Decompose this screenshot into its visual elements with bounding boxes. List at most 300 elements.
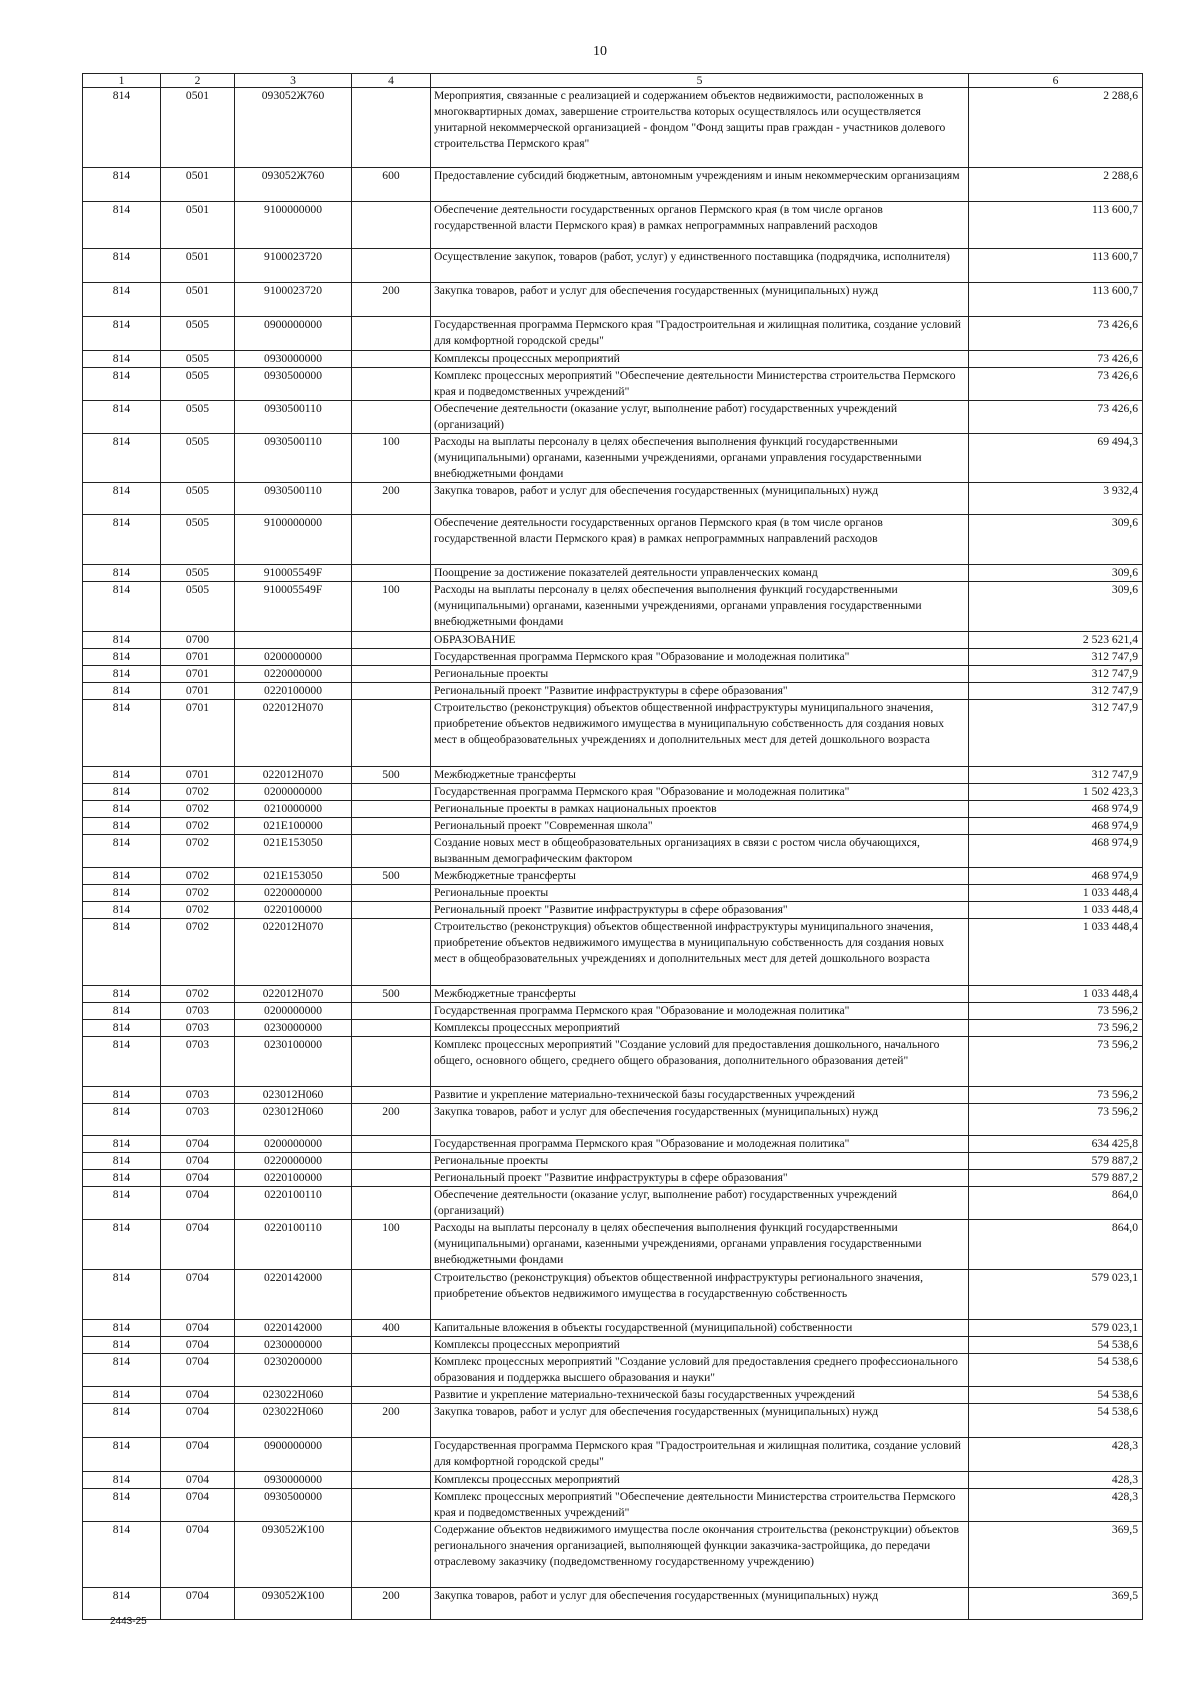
table-row: [83, 784, 1143, 801]
table-row: [83, 565, 1143, 582]
table-row: [83, 351, 1143, 368]
cell-expense-type: [352, 1003, 431, 1020]
cell-expense-type: 500: [352, 986, 431, 1003]
table-row: [83, 885, 1143, 902]
cell-expense-type: [352, 351, 431, 368]
cell-description: Комплекс процессных мероприятий "Создание условий для предоставления дошкольного, начального общего, основного общего, среднего общего образования, дополнительного образования детей": [431, 1037, 969, 1087]
table-row: [83, 1170, 1143, 1187]
cell-expense-type: [352, 1087, 431, 1104]
cell-target-code: 021Е100000: [235, 818, 352, 835]
cell-ministry-code: 814: [83, 1588, 161, 1620]
cell-ministry-code: 814: [83, 1387, 161, 1404]
cell-expense-type: [352, 666, 431, 683]
cell-description: Содержание объектов недвижимого имущества после окончания строительства (реконструкции) объектов регионального значения организацией, выполняющей функции заказчика-застройщика, до передачи отраслевому заказчику (подведомственному государственному учреждению): [431, 1522, 969, 1588]
cell-ministry-code: 814: [83, 1354, 161, 1387]
header-col-1: 1: [83, 74, 161, 88]
cell-description: Региональные проекты: [431, 666, 969, 683]
cell-section-code: 0704: [161, 1404, 235, 1438]
cell-section-code: 0701: [161, 683, 235, 700]
table-row: [83, 1270, 1143, 1320]
cell-description: Строительство (реконструкция) объектов общественной инфраструктуры муниципального значения, приобретение объектов недвижимого имущества в муниципальную собственность для создания новых мест в общеобразовательных учреждениях и дополнительных мест для детей дошкольного возраста: [431, 700, 969, 767]
cell-target-code: [235, 632, 352, 649]
table-row: [83, 434, 1143, 483]
cell-section-code: 0704: [161, 1320, 235, 1337]
cell-section-code: 0701: [161, 649, 235, 666]
cell-target-code: 0230000000: [235, 1337, 352, 1354]
cell-target-code: 023012Н060: [235, 1104, 352, 1136]
cell-amount: 428,3: [969, 1489, 1143, 1522]
cell-section-code: 0702: [161, 801, 235, 818]
cell-expense-type: [352, 1270, 431, 1320]
cell-ministry-code: 814: [83, 1170, 161, 1187]
table-row: [83, 1522, 1143, 1588]
cell-expense-type: 100: [352, 582, 431, 632]
table-row: [83, 1220, 1143, 1270]
cell-expense-type: [352, 801, 431, 818]
cell-ministry-code: 814: [83, 202, 161, 249]
cell-target-code: 9100000000: [235, 515, 352, 565]
cell-expense-type: [352, 1170, 431, 1187]
cell-expense-type: [352, 1522, 431, 1588]
table-row: [83, 88, 1143, 168]
cell-description: Капитальные вложения в объекты государственной (муниципальной) собственности: [431, 1320, 969, 1337]
cell-target-code: 093052Ж760: [235, 88, 352, 168]
table-row: [83, 868, 1143, 885]
header-col-4: 4: [352, 74, 431, 88]
cell-amount: 73 596,2: [969, 1087, 1143, 1104]
cell-description: Мероприятия, связанные с реализацией и содержанием объектов недвижимости, расположенных в многоквартирных домах, завершение строительства которых осуществлялось или осуществляется унитарной некоммерческой организацией - фондом "Фонд защиты прав граждан - участников долевого строительства Пермского края": [431, 88, 969, 168]
cell-amount: 73 426,6: [969, 317, 1143, 351]
cell-amount: 864,0: [969, 1220, 1143, 1270]
header-col-2: 2: [161, 74, 235, 88]
cell-amount: 634 425,8: [969, 1136, 1143, 1153]
table-row: [83, 401, 1143, 434]
cell-section-code: 0701: [161, 700, 235, 767]
cell-section-code: 0700: [161, 632, 235, 649]
cell-ministry-code: 814: [83, 919, 161, 986]
cell-target-code: 023012Н060: [235, 1087, 352, 1104]
cell-amount: 2 523 621,4: [969, 632, 1143, 649]
cell-section-code: 0701: [161, 767, 235, 784]
cell-expense-type: [352, 818, 431, 835]
cell-target-code: 0930500110: [235, 483, 352, 515]
cell-section-code: 0505: [161, 368, 235, 401]
table-row: [83, 1104, 1143, 1136]
cell-ministry-code: 814: [83, 1320, 161, 1337]
cell-ministry-code: 814: [83, 885, 161, 902]
cell-amount: 428,3: [969, 1438, 1143, 1472]
cell-ministry-code: 814: [83, 1087, 161, 1104]
cell-amount: 2 288,6: [969, 88, 1143, 168]
cell-target-code: 0220100110: [235, 1220, 352, 1270]
cell-section-code: 0704: [161, 1354, 235, 1387]
cell-ministry-code: 814: [83, 1037, 161, 1087]
cell-expense-type: 100: [352, 1220, 431, 1270]
cell-ministry-code: 814: [83, 1270, 161, 1320]
cell-target-code: 0200000000: [235, 1136, 352, 1153]
cell-target-code: 0220000000: [235, 1153, 352, 1170]
cell-section-code: 0704: [161, 1337, 235, 1354]
cell-amount: 309,6: [969, 582, 1143, 632]
cell-section-code: 0501: [161, 168, 235, 202]
cell-expense-type: 200: [352, 1404, 431, 1438]
cell-section-code: 0702: [161, 835, 235, 868]
cell-expense-type: [352, 1037, 431, 1087]
cell-expense-type: [352, 1337, 431, 1354]
cell-section-code: 0702: [161, 784, 235, 801]
cell-target-code: 0900000000: [235, 1438, 352, 1472]
table-body: [83, 88, 1143, 1620]
cell-ministry-code: 814: [83, 1522, 161, 1588]
cell-section-code: 0701: [161, 666, 235, 683]
cell-ministry-code: 814: [83, 483, 161, 515]
cell-expense-type: [352, 1020, 431, 1037]
cell-section-code: 0704: [161, 1187, 235, 1220]
cell-section-code: 0704: [161, 1472, 235, 1489]
cell-section-code: 0505: [161, 434, 235, 483]
cell-expense-type: 100: [352, 434, 431, 483]
cell-description: Региональные проекты в рамках национальных проектов: [431, 801, 969, 818]
cell-description: Региональный проект "Современная школа": [431, 818, 969, 835]
cell-section-code: 0704: [161, 1387, 235, 1404]
cell-ministry-code: 814: [83, 1136, 161, 1153]
table-header-row: [83, 74, 1143, 88]
cell-description: Государственная программа Пермского края "Образование и молодежная политика": [431, 784, 969, 801]
cell-target-code: 9100023720: [235, 249, 352, 283]
table-row: [83, 700, 1143, 767]
table-row: [83, 666, 1143, 683]
cell-description: Расходы на выплаты персоналу в целях обеспечения выполнения функций государственными (муниципальными) органами, казенными учреждениями, органами управления государственными внебюджетными фондами: [431, 582, 969, 632]
table-row: [83, 1087, 1143, 1104]
cell-expense-type: [352, 683, 431, 700]
cell-ministry-code: 814: [83, 368, 161, 401]
cell-description: Региональный проект "Развитие инфраструктуры в сфере образования": [431, 902, 969, 919]
cell-section-code: 0505: [161, 515, 235, 565]
table-row: [83, 1472, 1143, 1489]
cell-target-code: 0230100000: [235, 1037, 352, 1087]
cell-amount: 579 887,2: [969, 1153, 1143, 1170]
cell-description: Поощрение за достижение показателей деятельности управленческих команд: [431, 565, 969, 582]
cell-amount: 1 033 448,4: [969, 902, 1143, 919]
cell-amount: 468 974,9: [969, 818, 1143, 835]
cell-target-code: 0220100000: [235, 902, 352, 919]
cell-expense-type: [352, 649, 431, 666]
cell-expense-type: [352, 565, 431, 582]
table-row: [83, 1337, 1143, 1354]
cell-section-code: 0703: [161, 1037, 235, 1087]
table-row: [83, 168, 1143, 202]
cell-target-code: 0930500110: [235, 401, 352, 434]
cell-target-code: 0930500000: [235, 1489, 352, 1522]
cell-description: Предоставление субсидий бюджетным, автономным учреждениям и иным некоммерческим организациям: [431, 168, 969, 202]
table-row: [83, 317, 1143, 351]
cell-expense-type: [352, 902, 431, 919]
cell-target-code: 0230200000: [235, 1354, 352, 1387]
cell-section-code: 0501: [161, 202, 235, 249]
cell-amount: 54 538,6: [969, 1337, 1143, 1354]
cell-expense-type: [352, 835, 431, 868]
table-row: [83, 202, 1143, 249]
cell-expense-type: 200: [352, 483, 431, 515]
cell-ministry-code: 814: [83, 784, 161, 801]
cell-ministry-code: 814: [83, 666, 161, 683]
cell-expense-type: [352, 1153, 431, 1170]
budget-table: [82, 73, 1143, 1620]
cell-section-code: 0702: [161, 818, 235, 835]
cell-target-code: 0930000000: [235, 1472, 352, 1489]
cell-section-code: 0703: [161, 1104, 235, 1136]
cell-target-code: 0220100000: [235, 683, 352, 700]
cell-expense-type: [352, 784, 431, 801]
table-row: [83, 249, 1143, 283]
table-row: [83, 1136, 1143, 1153]
cell-expense-type: 500: [352, 868, 431, 885]
cell-ministry-code: 814: [83, 351, 161, 368]
cell-target-code: 023022Н060: [235, 1404, 352, 1438]
cell-amount: 369,5: [969, 1588, 1143, 1620]
cell-description: Закупка товаров, работ и услуг для обеспечения государственных (муниципальных) нужд: [431, 283, 969, 317]
cell-description: Комплексы процессных мероприятий: [431, 351, 969, 368]
cell-description: Строительство (реконструкция) объектов общественной инфраструктуры регионального значения, приобретение объектов недвижимого имущества в государственную собственность: [431, 1270, 969, 1320]
cell-ministry-code: 814: [83, 700, 161, 767]
cell-target-code: 9100000000: [235, 202, 352, 249]
cell-section-code: 0703: [161, 1003, 235, 1020]
cell-description: Государственная программа Пермского края "Градостроительная и жилищная политика, создание условий для комфортной городской среды": [431, 317, 969, 351]
cell-description: Комплекс процессных мероприятий "Обеспечение деятельности Министерства строительства Пермского края и подведомственных учреждений": [431, 368, 969, 401]
cell-section-code: 0505: [161, 401, 235, 434]
cell-ministry-code: 814: [83, 1489, 161, 1522]
cell-expense-type: [352, 401, 431, 434]
cell-ministry-code: 814: [83, 401, 161, 434]
cell-ministry-code: 814: [83, 1404, 161, 1438]
cell-amount: 428,3: [969, 1472, 1143, 1489]
cell-target-code: 0200000000: [235, 1003, 352, 1020]
cell-ministry-code: 814: [83, 1220, 161, 1270]
cell-ministry-code: 814: [83, 168, 161, 202]
cell-ministry-code: 814: [83, 986, 161, 1003]
table-row: [83, 649, 1143, 666]
table-row: [83, 1404, 1143, 1438]
cell-amount: 73 596,2: [969, 1037, 1143, 1087]
cell-section-code: 0702: [161, 919, 235, 986]
cell-ministry-code: 814: [83, 1187, 161, 1220]
cell-ministry-code: 814: [83, 317, 161, 351]
cell-target-code: 022012Н070: [235, 919, 352, 986]
cell-expense-type: 200: [352, 1104, 431, 1136]
cell-target-code: 0220000000: [235, 666, 352, 683]
table-row: [83, 283, 1143, 317]
header-col-3: 3: [235, 74, 352, 88]
cell-section-code: 0505: [161, 565, 235, 582]
cell-description: Комплекс процессных мероприятий "Создание условий для предоставления среднего профессионального образования и поддержка высшего образования и науки": [431, 1354, 969, 1387]
cell-amount: 113 600,7: [969, 202, 1143, 249]
cell-amount: 468 974,9: [969, 868, 1143, 885]
cell-description: Региональные проекты: [431, 885, 969, 902]
cell-description: Закупка товаров, работ и услуг для обеспечения государственных (муниципальных) нужд: [431, 1404, 969, 1438]
cell-section-code: 0704: [161, 1588, 235, 1620]
cell-amount: 864,0: [969, 1187, 1143, 1220]
table-row: [83, 632, 1143, 649]
cell-description: Обеспечение деятельности (оказание услуг, выполнение работ) государственных учреждений (организаций): [431, 1187, 969, 1220]
cell-section-code: 0704: [161, 1220, 235, 1270]
cell-target-code: 0220100110: [235, 1187, 352, 1220]
cell-ministry-code: 814: [83, 434, 161, 483]
cell-target-code: 022012Н070: [235, 767, 352, 784]
cell-expense-type: [352, 317, 431, 351]
table-row: [83, 902, 1143, 919]
cell-amount: 468 974,9: [969, 835, 1143, 868]
cell-target-code: 0900000000: [235, 317, 352, 351]
cell-amount: 2 288,6: [969, 168, 1143, 202]
cell-ministry-code: 814: [83, 649, 161, 666]
cell-section-code: 0702: [161, 868, 235, 885]
table-row: [83, 1354, 1143, 1387]
cell-section-code: 0704: [161, 1136, 235, 1153]
table-row: [83, 1588, 1143, 1620]
cell-section-code: 0704: [161, 1522, 235, 1588]
cell-description: ОБРАЗОВАНИЕ: [431, 632, 969, 649]
cell-ministry-code: 814: [83, 88, 161, 168]
cell-target-code: 910005549F: [235, 582, 352, 632]
table-row: [83, 1020, 1143, 1037]
cell-expense-type: [352, 1472, 431, 1489]
table-row: [83, 582, 1143, 632]
cell-ministry-code: 814: [83, 1337, 161, 1354]
cell-ministry-code: 814: [83, 1020, 161, 1037]
cell-description: Закупка товаров, работ и услуг для обеспечения государственных (муниципальных) нужд: [431, 483, 969, 515]
table-row: [83, 1153, 1143, 1170]
cell-section-code: 0505: [161, 351, 235, 368]
cell-amount: 3 932,4: [969, 483, 1143, 515]
table-row: [83, 1320, 1143, 1337]
cell-section-code: 0702: [161, 986, 235, 1003]
cell-target-code: 093052Ж100: [235, 1522, 352, 1588]
cell-description: Развитие и укрепление материально-технической базы государственных учреждений: [431, 1387, 969, 1404]
table-row: [83, 1489, 1143, 1522]
cell-ministry-code: 814: [83, 835, 161, 868]
cell-expense-type: [352, 88, 431, 168]
cell-target-code: 910005549F: [235, 565, 352, 582]
cell-target-code: 0930000000: [235, 351, 352, 368]
cell-target-code: 093052Ж100: [235, 1588, 352, 1620]
cell-description: Комплексы процессных мероприятий: [431, 1020, 969, 1037]
cell-section-code: 0501: [161, 88, 235, 168]
table-row: [83, 767, 1143, 784]
table-row: [83, 1387, 1143, 1404]
cell-description: Региональный проект "Развитие инфраструктуры в сфере образования": [431, 1170, 969, 1187]
cell-description: Государственная программа Пермского края "Образование и молодежная политика": [431, 649, 969, 666]
table-row: [83, 1003, 1143, 1020]
cell-target-code: 0200000000: [235, 649, 352, 666]
table-row: [83, 1187, 1143, 1220]
table-row: [83, 835, 1143, 868]
cell-description: Межбюджетные трансферты: [431, 986, 969, 1003]
cell-description: Закупка товаров, работ и услуг для обеспечения государственных (муниципальных) нужд: [431, 1104, 969, 1136]
cell-amount: 73 426,6: [969, 401, 1143, 434]
cell-amount: 69 494,3: [969, 434, 1143, 483]
cell-amount: 54 538,6: [969, 1404, 1143, 1438]
cell-target-code: 093052Ж760: [235, 168, 352, 202]
table-row: [83, 1037, 1143, 1087]
cell-description: Комплекс процессных мероприятий "Обеспечение деятельности Министерства строительства Пермского края и подведомственных учреждений": [431, 1489, 969, 1522]
cell-description: Обеспечение деятельности государственных органов Пермского края (в том числе органов государственной власти Пермского края) в рамках непрограммных направлений расходов: [431, 202, 969, 249]
cell-target-code: 9100023720: [235, 283, 352, 317]
cell-ministry-code: 814: [83, 1153, 161, 1170]
cell-description: Осуществление закупок, товаров (работ, услуг) у единственного поставщика (подрядчика, исполнителя): [431, 249, 969, 283]
cell-description: Обеспечение деятельности государственных органов Пермского края (в том числе органов государственной власти Пермского края) в рамках непрограммных направлений расходов: [431, 515, 969, 565]
cell-expense-type: 600: [352, 168, 431, 202]
cell-description: Создание новых мест в общеобразовательных организациях в связи с ростом числа обучающихся, вызванным демографическим фактором: [431, 835, 969, 868]
cell-ministry-code: 814: [83, 565, 161, 582]
cell-ministry-code: 814: [83, 767, 161, 784]
cell-expense-type: [352, 515, 431, 565]
cell-amount: 73 426,6: [969, 368, 1143, 401]
cell-expense-type: [352, 885, 431, 902]
cell-target-code: 0930500110: [235, 434, 352, 483]
cell-section-code: 0505: [161, 317, 235, 351]
cell-ministry-code: 814: [83, 515, 161, 565]
cell-amount: 113 600,7: [969, 249, 1143, 283]
cell-expense-type: 500: [352, 767, 431, 784]
cell-target-code: 021Е153050: [235, 835, 352, 868]
cell-ministry-code: 814: [83, 683, 161, 700]
cell-target-code: 022012Н070: [235, 986, 352, 1003]
cell-description: Комплексы процессных мероприятий: [431, 1472, 969, 1489]
cell-description: Расходы на выплаты персоналу в целях обеспечения выполнения функций государственными (муниципальными) органами, казенными учреждениями, органами управления государственными внебюджетными фондами: [431, 434, 969, 483]
cell-target-code: 0230000000: [235, 1020, 352, 1037]
cell-expense-type: [352, 1438, 431, 1472]
page-number: 10: [593, 44, 607, 59]
cell-section-code: 0505: [161, 582, 235, 632]
cell-amount: 73 596,2: [969, 1003, 1143, 1020]
cell-amount: 312 747,9: [969, 683, 1143, 700]
cell-amount: 73 596,2: [969, 1020, 1143, 1037]
cell-description: Строительство (реконструкция) объектов общественной инфраструктуры муниципального значения, приобретение объектов недвижимого имущества в муниципальную собственность для создания новых мест в общеобразовательных учреждениях и дополнительных мест для детей дошкольного возраста: [431, 919, 969, 986]
table-row: [83, 683, 1143, 700]
cell-section-code: 0501: [161, 249, 235, 283]
cell-section-code: 0703: [161, 1020, 235, 1037]
cell-amount: 312 747,9: [969, 666, 1143, 683]
cell-amount: 309,6: [969, 565, 1143, 582]
cell-section-code: 0702: [161, 902, 235, 919]
cell-expense-type: [352, 1387, 431, 1404]
cell-expense-type: 200: [352, 1588, 431, 1620]
cell-expense-type: [352, 700, 431, 767]
cell-description: Закупка товаров, работ и услуг для обеспечения государственных (муниципальных) нужд: [431, 1588, 969, 1620]
cell-amount: 54 538,6: [969, 1387, 1143, 1404]
cell-description: Обеспечение деятельности (оказание услуг, выполнение работ) государственных учреждений (организаций): [431, 401, 969, 434]
cell-target-code: 022012Н070: [235, 700, 352, 767]
cell-expense-type: [352, 1354, 431, 1387]
header-col-5: 5: [431, 74, 969, 88]
cell-amount: 1 033 448,4: [969, 986, 1143, 1003]
cell-ministry-code: 814: [83, 249, 161, 283]
cell-amount: 579 023,1: [969, 1270, 1143, 1320]
cell-description: Региональный проект "Развитие инфраструктуры в сфере образования": [431, 683, 969, 700]
cell-amount: 579 887,2: [969, 1170, 1143, 1187]
cell-expense-type: 400: [352, 1320, 431, 1337]
cell-amount: 1 033 448,4: [969, 885, 1143, 902]
cell-section-code: 0703: [161, 1087, 235, 1104]
cell-target-code: 023022Н060: [235, 1387, 352, 1404]
cell-ministry-code: 814: [83, 632, 161, 649]
table-row: [83, 801, 1143, 818]
cell-amount: 73 596,2: [969, 1104, 1143, 1136]
cell-expense-type: [352, 632, 431, 649]
cell-ministry-code: 814: [83, 1472, 161, 1489]
cell-section-code: 0704: [161, 1170, 235, 1187]
cell-amount: 312 747,9: [969, 767, 1143, 784]
